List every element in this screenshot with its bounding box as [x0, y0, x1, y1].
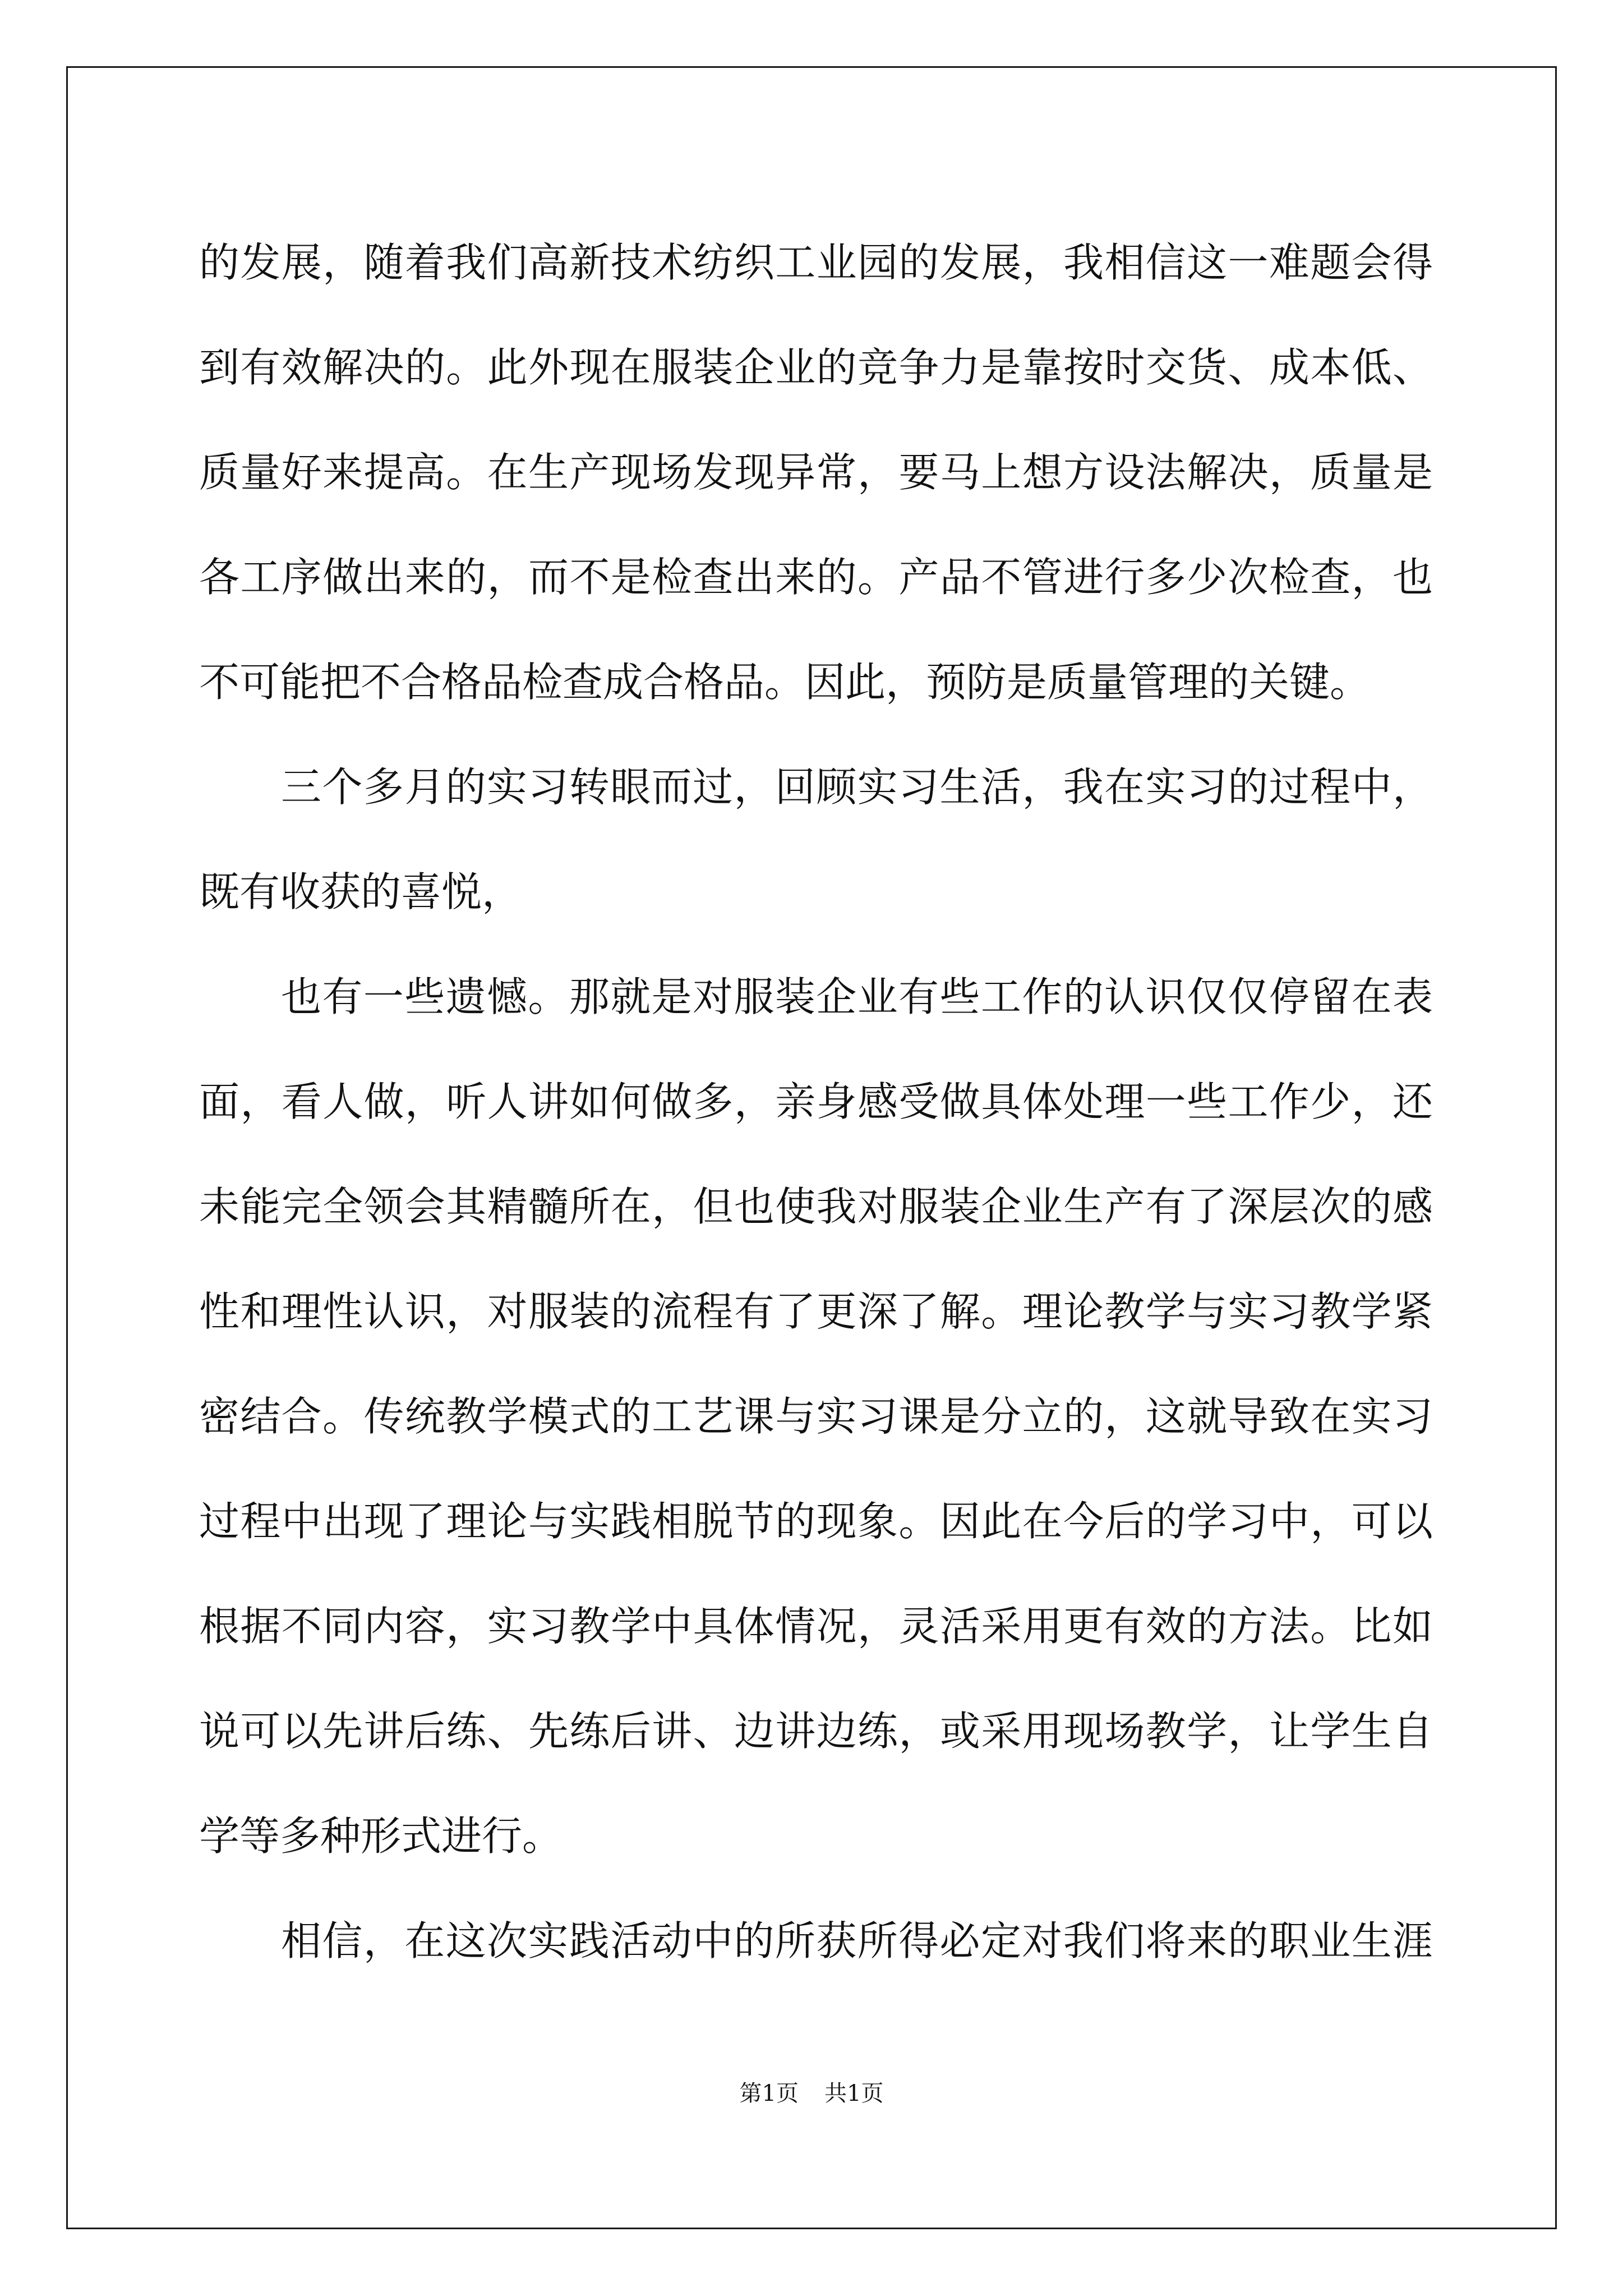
- text-line: 过程中出现了理论与实践相脱节的现象。因此在今后的学习中，可以: [199, 1498, 1433, 1545]
- text-line: 各工序做出来的，而不是检查出来的。产品不管进行多少次检查，也: [199, 554, 1433, 601]
- text-line: 学等多种形式进行。: [199, 1812, 563, 1860]
- text-line: 三个多月的实习转眼而过，回顾实习生活，我在实习的过程中，: [281, 763, 1433, 811]
- page-footer: [0, 2077, 1623, 2110]
- page-number-current: 第1页: [739, 2081, 799, 2106]
- text-line: 既有收获的喜悦，: [199, 868, 523, 915]
- text-line: 根据不同内容，实习教学中具体情况，灵活采用更有效的方法。比如: [199, 1603, 1433, 1650]
- text-line: 性和理性认识，对服装的流程有了更深了解。理论教学与实习教学紧: [199, 1288, 1433, 1335]
- text-line: 未能完全领会其精髓所在，但也使我对服装企业生产有了深层次的感: [199, 1183, 1433, 1230]
- text-line: 到有效解决的。此外现在服装企业的竞争力是靠按时交货、成本低、: [199, 344, 1433, 391]
- text-line: 密结合。传统教学模式的工艺课与实习课是分立的，这就导致在实习: [199, 1393, 1433, 1440]
- document-body: [199, 210, 1433, 1994]
- text-line: 也有一些遗憾。那就是对服装企业有些工作的认识仅仅停留在表: [281, 973, 1433, 1020]
- text-line: 不可能把不合格品检查成合格品。因此，预防是质量管理的关键。: [199, 659, 1371, 706]
- text-line: 说可以先讲后练、先练后讲、边讲边练，或采用现场教学，让学生自: [199, 1708, 1433, 1755]
- text-line: 的发展，随着我们高新技术纺织工业园的发展，我相信这一难题会得: [199, 239, 1433, 286]
- text-line: 相信，在这次实践活动中的所获所得必定对我们将来的职业生涯: [281, 1917, 1433, 1964]
- text-line: 面，看人做，听人讲如何做多，亲身感受做具体处理一些工作少，还: [199, 1078, 1433, 1125]
- page-number-total: 共1页: [824, 2081, 884, 2106]
- text-line: 质量好来提高。在生产现场发现异常，要马上想方设法解决，质量是: [199, 449, 1433, 496]
